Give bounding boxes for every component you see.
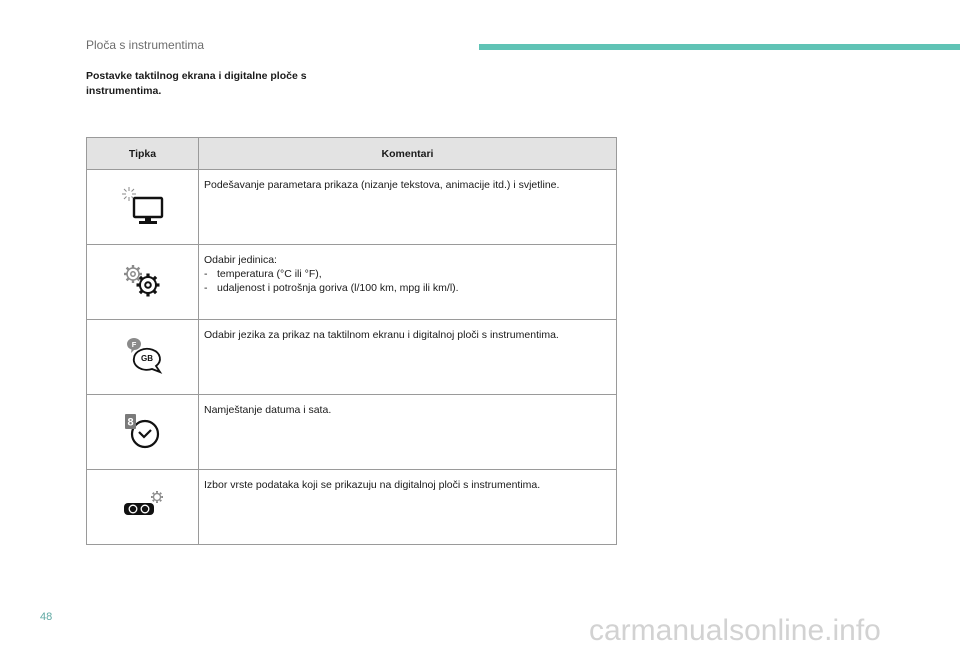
column-header-key: Tipka: [87, 138, 199, 170]
bullet-text: udaljenost i potrošnja goriva (l/100 km, mpg ili km/l).: [217, 282, 459, 294]
icon-cell: [87, 470, 199, 545]
date-clock-icon: [121, 411, 165, 451]
comment-cell: [199, 245, 617, 320]
header-accent-bar: [479, 44, 960, 50]
comment-cell: Namještanje datuma i sata.: [199, 395, 617, 470]
section-title: Ploča s instrumentima: [86, 38, 205, 52]
language-icon-bottom-text: GB: [140, 353, 153, 363]
table-row: [87, 395, 617, 470]
comment-cell: Podešavanje parametara prikaza (nizanje tekstova, animacije itd.) i svjetline.: [199, 170, 617, 245]
table-header-row: [87, 138, 617, 170]
language-bubble-icon: [121, 336, 165, 376]
table-row: [87, 245, 617, 320]
comment-text: Odabir jedinica:: [204, 254, 277, 266]
watermark: carmanualsonline.info: [589, 614, 881, 647]
icon-cell: [87, 395, 199, 470]
language-icon-top-text: F: [131, 339, 136, 349]
column-header-comments: Komentari: [199, 138, 617, 170]
intro-title: Postavke taktilnog ekrana i digitalne ploče s instrumentima.: [86, 70, 307, 97]
bullet-item: - udaljenost i potrošnja goriva (l/100 km, mpg ili km/l).: [204, 282, 459, 294]
units-gears-icon: [121, 261, 165, 301]
icon-cell: [87, 320, 199, 395]
table-row: [87, 170, 617, 245]
bullet-item: - temperatura (°C ili °F),: [204, 268, 322, 280]
icon-cell: [87, 170, 199, 245]
screen-brightness-icon: [121, 186, 165, 226]
settings-table: [86, 137, 617, 545]
comment-cell: Odabir jezika za prikaz na taktilnom ekranu i digitalnoj ploči s instrumentima.: [199, 320, 617, 395]
date-badge-text: 8: [126, 416, 134, 428]
table-row: [87, 320, 617, 395]
icon-cell: [87, 245, 199, 320]
cluster-display-icon: [120, 486, 166, 526]
table-row: [87, 470, 617, 545]
bullet-text: temperatura (°C ili °F),: [217, 268, 322, 280]
page-number: 48: [40, 611, 53, 623]
comment-cell: Izbor vrste podataka koji se prikazuju na digitalnoj ploči s instrumentima.: [199, 470, 617, 545]
